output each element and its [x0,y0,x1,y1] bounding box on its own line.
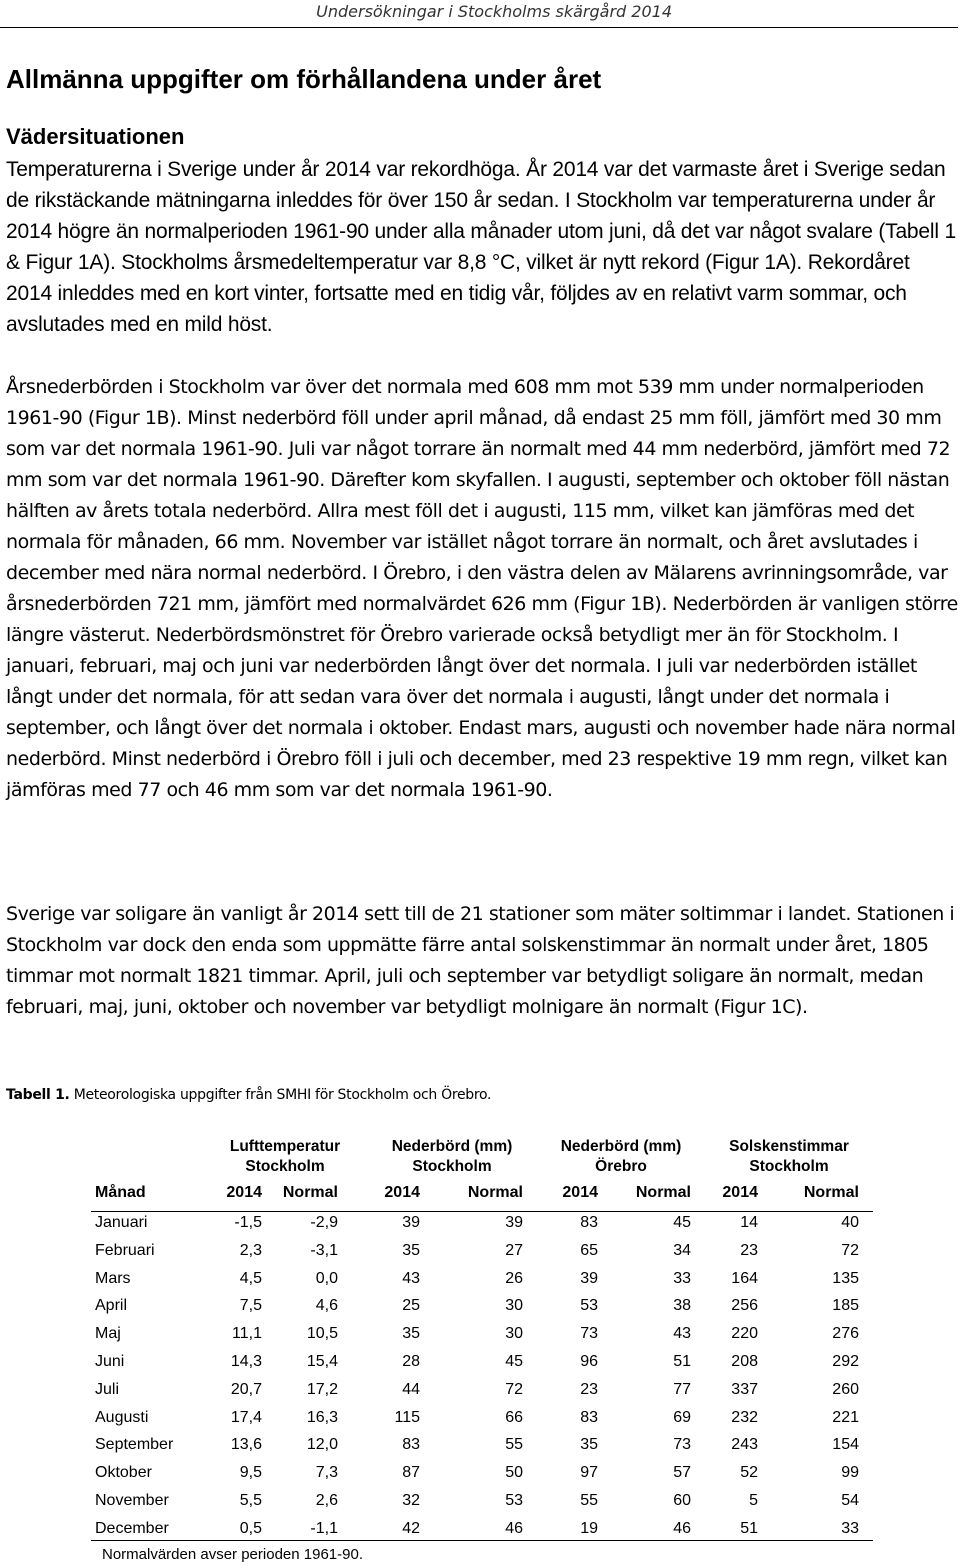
table-cell: 276 [832,1325,859,1343]
table-cell: 30 [505,1297,523,1315]
row-month-label: Juni [95,1353,125,1370]
group-header [704,1137,874,1177]
group-header-line1: Nederbörd (mm) [560,1138,682,1155]
table-caption-label: Tabell 1. [6,1087,70,1103]
table-cell: 16,3 [306,1408,338,1426]
table-cell: 7,5 [239,1297,262,1315]
table-cell: 0,0 [315,1269,338,1287]
table-rule [91,1540,873,1541]
table-cell: 33 [841,1519,859,1537]
table-cell: 87 [402,1464,420,1482]
group-header-line1: Lufttemperatur [229,1138,341,1155]
table-cell: 25 [402,1297,420,1315]
table-cell: 55 [505,1436,523,1454]
row-month-label: September [95,1436,174,1454]
table-cell: 256 [731,1297,758,1315]
table-cell: 97 [580,1464,598,1482]
table-cell: 232 [731,1408,758,1426]
table-cell: 2,6 [315,1492,338,1509]
table-cell: 292 [832,1353,859,1370]
column-header: 2014 [722,1184,758,1201]
table-caption-text: Meteorologiska uppgifter från SMHI för Stockholm och Örebro. [69,1087,492,1103]
table-cell: 51 [673,1353,691,1370]
table-rule [91,1211,873,1212]
table-cell: 13,6 [230,1436,262,1454]
page-title: Allmänna uppgifter om förhållandena under året [6,64,602,94]
table-cell: 27 [505,1241,523,1259]
table-cell: 43 [673,1325,691,1343]
group-header-line2: Stockholm [749,1158,829,1175]
table-cell: 243 [731,1436,758,1454]
table-cell: 72 [841,1241,859,1259]
table-cell: 39 [402,1214,420,1231]
table-cell: 4,5 [239,1269,262,1287]
table-cell: 14,3 [230,1353,262,1370]
table-cell: 135 [832,1269,859,1287]
table-cell: 69 [673,1408,691,1426]
table-cell: 53 [580,1297,598,1315]
table-cell: 99 [841,1464,859,1482]
table-cell: -3,1 [310,1241,338,1259]
table-cell: 30 [505,1325,523,1343]
row-month-label: Januari [95,1214,148,1231]
table-cell: 208 [731,1353,758,1370]
table-cell: 220 [731,1325,758,1343]
table-cell: 9,5 [239,1464,262,1482]
table-cell: 23 [580,1380,598,1398]
column-header: Normal [282,1184,338,1201]
group-header-line2: Stockholm [245,1158,325,1175]
table-cell: 26 [505,1269,523,1287]
row-month-label: April [95,1297,128,1315]
table-cell: -1,5 [234,1214,262,1231]
group-header [536,1137,706,1177]
table-cell: 17,4 [230,1408,262,1426]
table-cell: 40 [841,1214,859,1231]
group-header [200,1137,370,1177]
table-cell: 83 [580,1408,598,1426]
table-cell: 73 [580,1325,598,1343]
paragraph-sunshine: Sverige var soligare än vanligt år 2014 sett till de 21 stationer som mäter soltimmar i landet. Stationen i Stockholm var dock den enda som uppmätte färre antal solskenstimmar än normalt under året, 1805 timmar mot normalt 1821 timmar. April, juli och september var betydligt soligare än normalt, medan februari, maj, juni, oktober och november var betydligt molnigare än normalt (Figur 1C). [6,903,955,1018]
table-cell: 115 [394,1408,420,1426]
table-cell: 2,3 [239,1241,262,1259]
table-cell: 42 [402,1519,420,1537]
table-cell: 57 [673,1464,691,1482]
column-header: Normal [803,1184,859,1201]
table-cell: 51 [740,1519,758,1537]
table-cell: 28 [402,1353,420,1370]
table-cell: 96 [580,1353,598,1370]
table-cell: 46 [673,1519,691,1537]
table-cell: 164 [731,1269,758,1287]
table-cell: 23 [740,1241,758,1259]
table-cell: 15,4 [306,1353,338,1370]
table-cell: 50 [505,1464,523,1482]
table-cell: -2,9 [310,1214,338,1231]
table-cell: 221 [832,1408,859,1426]
table-cell: -1,1 [310,1519,338,1537]
column-header-month: Månad [95,1184,146,1201]
table-cell: 43 [402,1269,420,1287]
column-header: 2014 [562,1184,598,1201]
table-cell: 83 [580,1214,598,1231]
column-header: Normal [467,1184,523,1201]
column-header: 2014 [226,1184,262,1201]
section-heading: Vädersituationen [6,124,185,149]
table-cell: 39 [505,1214,523,1231]
table-cell: 54 [841,1492,859,1509]
row-month-label: December [95,1519,169,1537]
row-month-label: Mars [95,1269,131,1287]
row-month-label: Juli [95,1380,120,1398]
table-cell: 32 [402,1492,420,1509]
group-header-line1: Nederbörd (mm) [391,1138,513,1155]
table-cell: 39 [580,1269,598,1287]
table-cell: 38 [673,1297,691,1315]
column-header: Normal [635,1184,691,1201]
table-cell: 45 [505,1353,523,1370]
table-cell: 17,2 [306,1380,338,1398]
row-month-label: Augusti [95,1408,149,1426]
table-cell: 52 [740,1464,758,1482]
table-cell: 33 [673,1269,691,1287]
table-cell: 4,6 [315,1297,338,1315]
table-cell: 14 [740,1214,758,1231]
table-cell: 34 [673,1241,691,1259]
table-cell: 5 [749,1492,758,1509]
table-cell: 44 [402,1380,420,1398]
running-header: Undersökningar i Stockholms skärgård 2014 [316,2,672,21]
table-cell: 60 [673,1492,691,1509]
table-cell: 12,0 [306,1436,338,1454]
paragraph-precipitation: Årsnederbörden i Stockholm var över det normala med 608 mm mot 539 mm under normalperioden 1961-90 (Figur 1B). Minst nederbörd föll under april månad, då endast 25 mm föll, jämfört med 30 mm som var det normala 1961-90. Juli var något torrare än normalt med 44 mm nederbörd, jämfört med 72 mm som var det normala 1961-90. Därefter kom skyfallen. I augusti, september och oktober föll nästan hälften av årets totala nederbörd. Allra mest föll det i augusti, 115 mm, vilket kan jämföras med det normala för månaden, 66 mm. November var istället något torrare än normalt, och året avslutades i december med nära normal nederbörd. I Örebro, i den västra delen av Mälarens avrinningsområde, var årsnederbörden 721 mm, jämfört med normalvärdet 626 mm (Figur 1B). Nederbörden är vanligen större längre västerut. Nederbördsmönstret för Örebro varierade också betydligt mer än för Stockholm. I januari, februari, maj och juni var nederbörden långt över det normala. I juli var nederbörden istället långt under det normala, för att sedan vara över det normala i augusti, långt under det normala i september, och långt över det normala i oktober. Endast mars, augusti och november hade nära normal nederbörd. Minst nederbörd i Örebro föll i juli och december, med 23 respektive 19 mm regn, vilket kan jämföras med 77 och 46 mm som var det normala 1961-90. [6,376,958,801]
table-cell: 20,7 [230,1380,262,1398]
row-month-label: Oktober [95,1464,152,1482]
row-month-label: Februari [95,1241,155,1259]
table-cell: 72 [505,1380,523,1398]
table-cell: 5,5 [239,1492,262,1509]
table-cell: 77 [673,1380,691,1398]
table-cell: 35 [402,1325,420,1343]
table-cell: 0,5 [239,1519,262,1537]
column-header: 2014 [384,1184,420,1201]
row-month-label: Maj [95,1325,121,1343]
table-cell: 65 [580,1241,598,1259]
table-cell: 10,5 [306,1325,338,1343]
table-cell: 55 [580,1492,598,1509]
table-cell: 7,3 [315,1464,338,1482]
table-cell: 11,1 [232,1325,262,1343]
table-cell: 83 [402,1436,420,1454]
table-cell: 53 [505,1492,523,1509]
group-header-line2: Örebro [595,1158,647,1175]
table-cell: 66 [505,1408,523,1426]
group-header [367,1137,537,1177]
table-cell: 35 [402,1241,420,1259]
table-cell: 35 [580,1436,598,1454]
row-month-label: November [95,1492,169,1509]
table-cell: 185 [832,1297,859,1315]
table-cell: 45 [673,1214,691,1231]
table-footnote: Normalvärden avser perioden 1961-90. [102,1546,363,1563]
table-cell: 46 [505,1519,523,1537]
table-cell: 154 [832,1436,859,1454]
paragraph-temperature: Temperaturerna i Sverige under år 2014 var rekordhöga. År 2014 var det varmaste året i Sverige sedan de rikstäckande mätningarna inleddes för över 150 år sedan. I Stockholm var temperaturerna under år 2014 högre än normalperioden 1961-90 under alla månader utom juni, då det var något svalare (Tabell 1 & Figur 1A). Stockholms årsmedeltemperatur var 8,8 °C, vilket är nytt rekord (Figur 1A). Rekordåret 2014 inleddes med en kort vinter, fortsatte med en tidig vår, följdes av en relativt varm sommar, och avslutades med en mild höst. [6,158,956,336]
table-cell: 73 [673,1436,691,1454]
table-cell: 260 [832,1380,859,1398]
group-header-line2: Stockholm [412,1158,492,1175]
group-header-line1: Solskenstimmar [729,1138,849,1155]
table-cell: 337 [731,1380,758,1398]
table-cell: 19 [580,1519,598,1537]
